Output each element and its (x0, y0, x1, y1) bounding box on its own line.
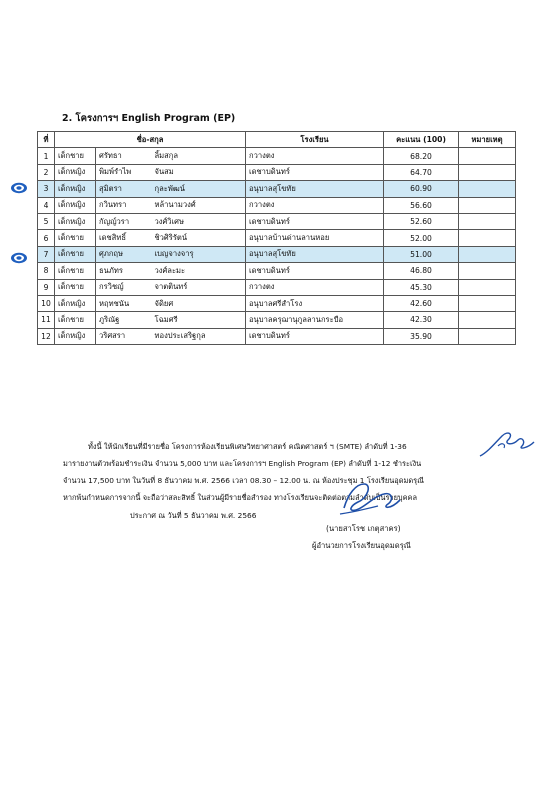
cell-title: เด็กชาย (55, 148, 96, 164)
cell-remark (459, 295, 516, 311)
paragraph-line-2: มารายงานตัวพร้อมชำระเงิน จำนวน 5,000 บาท และโครงการฯ English Program (EP) ลำดับที่ 1-12 ชำระเงิน (63, 459, 422, 468)
cell-last-name: กุละพัฒน์ (152, 181, 246, 197)
header-name: ชื่อ-สกุล (55, 132, 246, 148)
cell-first-name: หฤทชนัน (96, 295, 152, 311)
cell-title: เด็กหญิง (55, 328, 96, 344)
cell-no: 12 (38, 328, 55, 344)
cell-school: กวางตง (246, 197, 384, 213)
cell-score: 45.30 (384, 279, 459, 295)
cell-no: 4 (38, 197, 55, 213)
cell-school: เดชาบดินทร์ (246, 263, 384, 279)
cell-score: 68.20 (384, 148, 459, 164)
cell-remark (459, 148, 516, 164)
signatory-position: ผู้อำนวยการโรงเรียนอุดมดรุณี (312, 541, 411, 550)
cell-remark (459, 312, 516, 328)
cell-title: เด็กหญิง (55, 213, 96, 229)
table-row (38, 230, 516, 246)
cell-score: 64.70 (384, 164, 459, 180)
cell-score: 60.90 (384, 181, 459, 197)
cell-remark (459, 197, 516, 213)
section-title: 2. โครงการฯ English Program (EP) (62, 113, 236, 124)
cell-no: 11 (38, 312, 55, 328)
cell-title: เด็กหญิง (55, 181, 96, 197)
cell-no: 9 (38, 279, 55, 295)
header-score: คะแนน (100) (384, 132, 459, 148)
header-no: ที่ (38, 132, 55, 148)
cell-no: 6 (38, 230, 55, 246)
table-row (38, 181, 516, 197)
cell-school: อนุบาลบ้านด่านลานหอย (246, 230, 384, 246)
cell-school: อนุบาลสุโขทัย (246, 181, 384, 197)
cell-score: 35.90 (384, 328, 459, 344)
cell-no: 5 (38, 213, 55, 229)
cell-school: อนุบาลสุโขทัย (246, 246, 384, 262)
signatory-name: (นายสาโรช เกตุสาคร) (326, 524, 401, 533)
cell-last-name: วงศ์ละมะ (152, 263, 246, 279)
cell-school: กวางตง (246, 279, 384, 295)
cell-remark (459, 279, 516, 295)
cell-last-name: ทองประเสริฐกุล (152, 328, 246, 344)
cell-last-name: วงศ์วิเศษ (152, 213, 246, 229)
cell-no: 10 (38, 295, 55, 311)
cell-first-name: พิมพ์รำไพ (96, 164, 152, 180)
paragraph-line-1: ทั้งนี้ ให้นักเรียนที่มีรายชื่อ โครงการห้องเรียนพิเศษวิทยาศาสตร์ คณิตศาสตร์ ฯ (SMTE) ลำดับที่ 1-36 (88, 442, 407, 451)
table-header-row (38, 132, 516, 148)
header-school: โรงเรียน (246, 132, 384, 148)
signature (334, 478, 406, 520)
cell-school: กวางตง (246, 148, 384, 164)
table-row (38, 164, 516, 180)
cell-remark (459, 246, 516, 262)
cell-last-name: ชิวศิริรัตน์ (152, 230, 246, 246)
cell-first-name: ศุภกฤษ (96, 246, 152, 262)
table-row (38, 312, 516, 328)
table-row (38, 148, 516, 164)
cell-title: เด็กชาย (55, 312, 96, 328)
cell-first-name: เดชสิทธิ์ (96, 230, 152, 246)
cell-title: เด็กชาย (55, 246, 96, 262)
cell-score: 51.00 (384, 246, 459, 262)
cell-no: 8 (38, 263, 55, 279)
cell-last-name: ลิ้มสกุล (152, 148, 246, 164)
cell-remark (459, 164, 516, 180)
cell-score: 56.60 (384, 197, 459, 213)
cell-score: 52.00 (384, 230, 459, 246)
cell-no: 3 (38, 181, 55, 197)
cell-remark (459, 213, 516, 229)
cell-title: เด็กหญิง (55, 197, 96, 213)
cell-first-name: สุมิตรา (96, 181, 152, 197)
cell-last-name: จันสม (152, 164, 246, 180)
table-row (38, 263, 516, 279)
cell-remark (459, 263, 516, 279)
cell-no: 2 (38, 164, 55, 180)
cell-first-name: กรวิชญ์ (96, 279, 152, 295)
handwritten-initials (478, 428, 538, 458)
cell-title: เด็กชาย (55, 263, 96, 279)
paragraph-line-4: หากพ้นกำหนดการจากนี้ จะถือว่าสละสิทธิ์ ในส่วนผู้มีรายชื่อสำรอง ทางโรงเรียนจะติดต่อตามลำดับเป็นรายบุคคล (63, 493, 418, 502)
cell-remark (459, 328, 516, 344)
badge-icon (10, 252, 28, 264)
cell-remark (459, 181, 516, 197)
table-row (38, 328, 516, 344)
cell-last-name: โฉมศรี (152, 312, 246, 328)
cell-no: 1 (38, 148, 55, 164)
badge-icon (10, 182, 28, 194)
table-row (38, 279, 516, 295)
paragraph-line-3: จำนวน 17,500 บาท ในวันที่ 8 ธันวาคม พ.ศ. 2566 เวลา 08.30 – 12.00 น. ณ ห้องประชุม 1 โรงเรียนอุดมดรุณี (63, 476, 425, 485)
cell-school: อนุบาลศรีสำโรง (246, 295, 384, 311)
cell-last-name: จัดิยศ (152, 295, 246, 311)
cell-first-name: ศรัทธา (96, 148, 152, 164)
cell-school: อนุบาลครุฌานุกูลลานกระบือ (246, 312, 384, 328)
cell-first-name: ภูริณัฐ (96, 312, 152, 328)
header-remark: หมายเหตุ (459, 132, 516, 148)
cell-school: เดชาบดินทร์ (246, 164, 384, 180)
cell-title: เด็กชาย (55, 230, 96, 246)
cell-remark (459, 230, 516, 246)
table-row (38, 197, 516, 213)
table-row (38, 246, 516, 262)
cell-first-name: กวินทรา (96, 197, 152, 213)
cell-no: 7 (38, 246, 55, 262)
cell-score: 46.80 (384, 263, 459, 279)
table-row (38, 295, 516, 311)
announcement-date: ประกาศ ณ วันที่ 5 ธันวาคม พ.ศ. 2566 (130, 511, 257, 520)
cell-title: เด็กหญิง (55, 164, 96, 180)
table-row (38, 213, 516, 229)
cell-last-name: หล้านามวงศ์ (152, 197, 246, 213)
cell-first-name: วริศสรา (96, 328, 152, 344)
cell-title: เด็กหญิง (55, 295, 96, 311)
cell-last-name: เบญจางจารุ (152, 246, 246, 262)
cell-school: เดชาบดินทร์ (246, 213, 384, 229)
cell-first-name: กัญญ์วรา (96, 213, 152, 229)
cell-last-name: จาตตินทร์ (152, 279, 246, 295)
cell-school: เดชาบดินทร์ (246, 328, 384, 344)
cell-title: เด็กชาย (55, 279, 96, 295)
cell-score: 52.60 (384, 213, 459, 229)
results-table (37, 131, 516, 345)
cell-score: 42.60 (384, 295, 459, 311)
cell-first-name: ธนภัทร (96, 263, 152, 279)
cell-score: 42.30 (384, 312, 459, 328)
